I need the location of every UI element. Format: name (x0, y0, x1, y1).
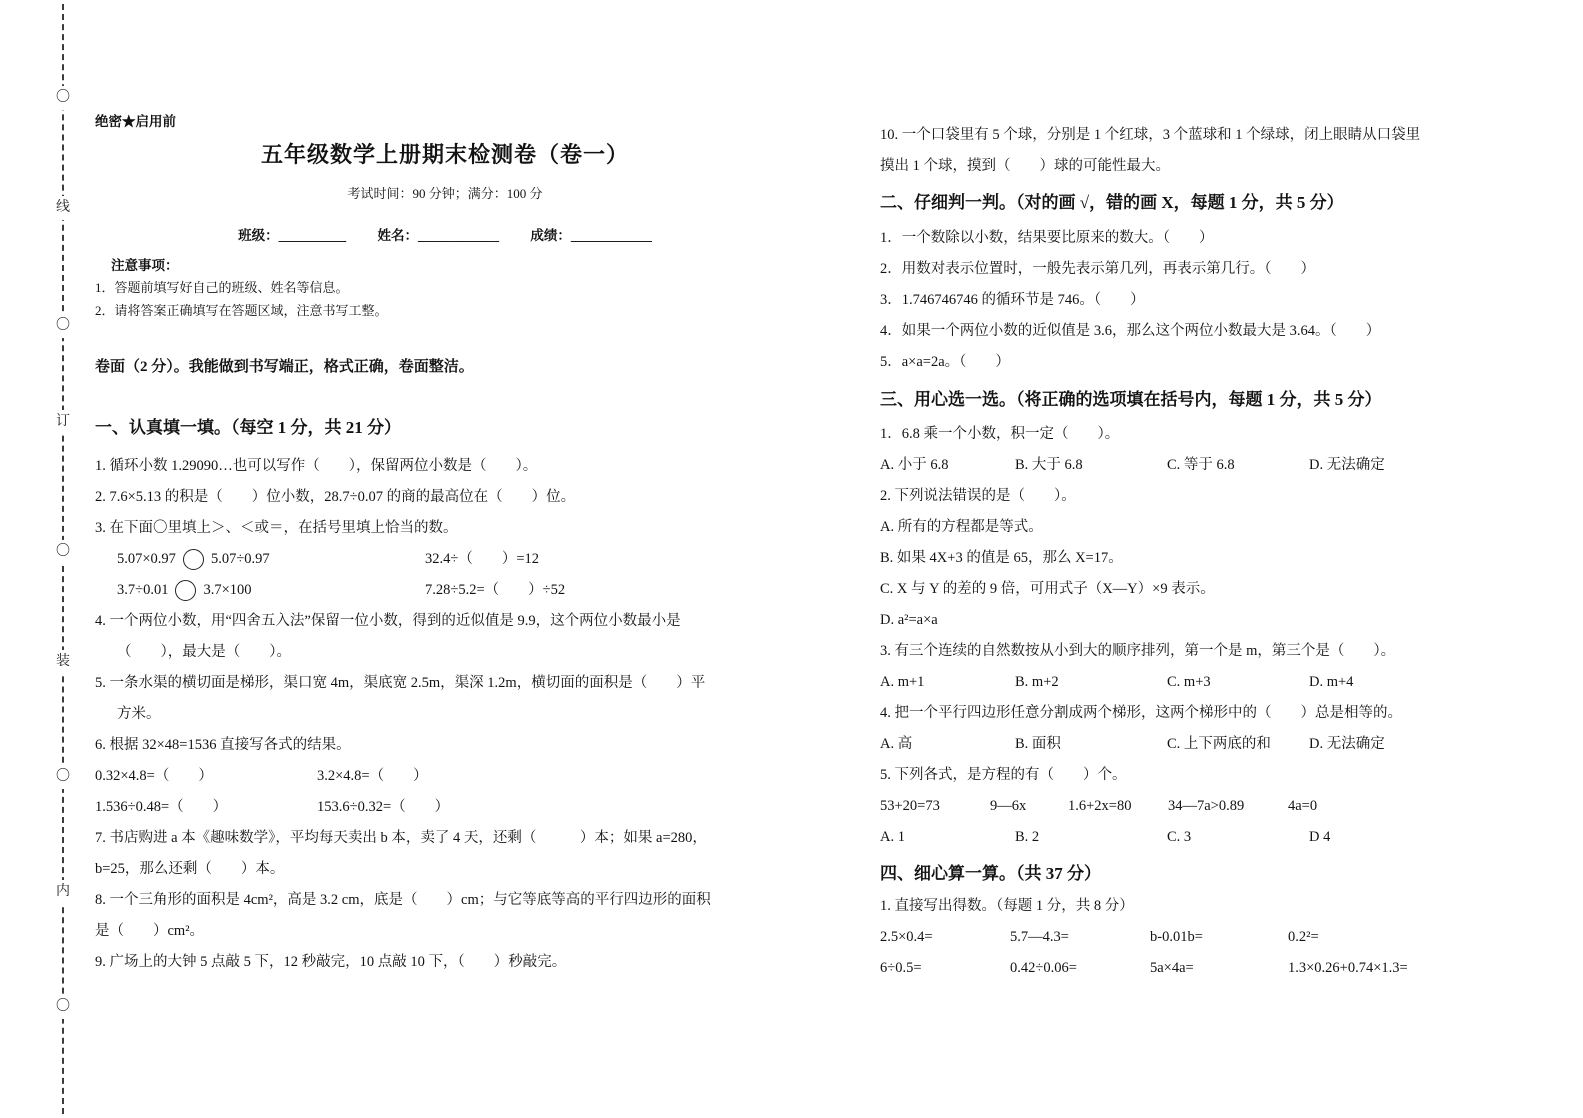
calc-expression: 0.42÷0.06= (1010, 960, 1077, 976)
exam-secrecy-label: 绝密★启用前 (95, 114, 176, 129)
choice-question-3: 3. 有三个连续的自然数按从小到大的顺序排列，第一个是 m，第三个是（ ）。 (880, 643, 1396, 659)
fill-item-3: 3. 在下面〇里填上＞、＜或＝，在括号里填上恰当的数。 (95, 520, 458, 536)
option-c: C. X 与 Y 的差的 9 倍，可用式子（X—Y）×9 表示。 (880, 581, 1215, 597)
notice-title: 注意事项： (111, 258, 179, 273)
binding-char-xian: 线 (52, 196, 74, 220)
equation: 1.6+2x=80 (1068, 798, 1132, 814)
compare-circle-icon (175, 580, 196, 601)
fill-item-4-line-1: 4. 一个两位小数，用“四舍五入法”保留一位小数，得到的近似值是 9.9，这个两位小数最小是 (95, 613, 681, 629)
notice-item: 1．答题前填写好自己的班级、姓名等信息。 (95, 280, 349, 295)
option-a: A. 1 (880, 829, 905, 845)
binding-char-ding: 订 (52, 410, 74, 434)
fill-item-10-line-1: 10. 一个口袋里有 5 个球，分别是 1 个红球，3 个蓝球和 1 个绿球，闭上眼睛从口袋里 (880, 127, 1421, 143)
binding-circle-mark: 〇 (52, 995, 74, 1019)
option-b: B. 大于 6.8 (1015, 457, 1083, 473)
judge-item-3: 3．1.746746746 的循环节是 746。（ ） (880, 292, 1145, 308)
option-c: C. 等于 6.8 (1167, 457, 1235, 473)
fill-item-5-line-1: 5. 一条水渠的横切面是梯形，渠口宽 4m，渠底宽 2.5m，渠深 1.2m，横切面的面积是（ ）平 (95, 675, 706, 691)
fill-item-8-line-2: 是（ ）cm²。 (95, 923, 205, 939)
fill-item-1: 1. 循环小数 1.29090…也可以写作（ ），保留两位小数是（ ）。 (95, 458, 538, 474)
fill-item-7-line-1: 7. 书店购进 a 本《趣味数学》，平均每天卖出 b 本，卖了 4 天，还剩（ ）本；如果 a=280， (95, 830, 707, 846)
option-c: C. 3 (1167, 829, 1192, 845)
fill-section (95, 451, 795, 978)
compare-left-expression: 3.7÷0.01 (117, 582, 169, 598)
option-b: B. 面积 (1015, 736, 1061, 752)
section-2-title: 二、仔细判一判。（对的画 √，错的画 X，每题 1 分，共 5 分） (880, 193, 1344, 212)
choice-section (880, 419, 1512, 853)
fill-equation: 153.6÷0.32=（ ） (317, 799, 450, 815)
option-b: B. 如果 4X+3 的值是 65，那么 X=17。 (880, 550, 1123, 566)
fill-item-9: 9. 广场上的大钟 5 点敲 5 下，12 秒敲完，10 点敲 10 下，（ ）秒敲完。 (95, 954, 567, 970)
option-d: D. m+4 (1309, 674, 1354, 690)
option-a: A. 小于 6.8 (880, 457, 949, 473)
choice-question-4: 4. 把一个平行四边形任意分割成两个梯形，这两个梯形中的（ ）总是相等的。 (880, 705, 1402, 721)
calc-subtitle: 1. 直接写出得数。（每题 1 分，共 8 分） (880, 898, 1134, 914)
choice-options-row (880, 450, 1512, 481)
binding-char-zhuang: 装 (52, 650, 74, 674)
judge-item-4: 4．如果一个两位小数的近似值是 3.6，那么这个两位小数最大是 3.64。（ ） (880, 323, 1381, 339)
section-1-title: 一、认真填一填。（每空 1 分，共 21 分） (95, 418, 401, 437)
binding-char-nei: 内 (52, 880, 74, 904)
compare-left-expression: 5.07×0.97 (117, 551, 176, 567)
fill-item-6-row (95, 761, 795, 792)
paper-neatness-note: 卷面（2 分）。我能做到书写端正，格式正确，卷面整洁。 (95, 359, 474, 375)
name-blank: 姓名：____________ (377, 228, 499, 243)
calc-expression: 5.7—4.3= (1010, 929, 1069, 945)
equation: 4a=0 (1288, 798, 1318, 814)
fill-equation: 0.32×4.8=（ ） (95, 768, 213, 784)
judge-item-2: 2．用数对表示位置时，一般先表示第几列，再表示第几行。（ ） (880, 261, 1315, 277)
option-a: A. 所有的方程都是等式。 (880, 519, 1043, 535)
fill-item-8-line-1: 8. 一个三角形的面积是 4cm²，高是 3.2 cm，底是（ ）cm；与它等底等高的平行四边形的面积 (95, 892, 711, 908)
fill-item-2: 2. 7.6×5.13 的积是（ ）位小数，28.7÷0.07 的商的最高位在（ ）位。 (95, 489, 576, 505)
choice-question-2: 2. 下列说法错误的是（ ）。 (880, 488, 1076, 504)
section-3-title: 三、用心选一选。（将正确的选项填在括号内，每题 1 分，共 5 分） (880, 390, 1382, 409)
calc-expression: 6÷0.5= (880, 960, 922, 976)
equation: 34—7a>0.89 (1168, 798, 1245, 814)
calc-expression: 2.5×0.4= (880, 929, 933, 945)
choice-question-1: 1．6.8 乘一个小数，积一定（ ）。 (880, 426, 1120, 442)
option-d: D. 无法确定 (1309, 457, 1385, 473)
calc-expression: 1.3×0.26+0.74×1.3= (1288, 960, 1408, 976)
fill-equation: 1.536÷0.48=（ ） (95, 799, 228, 815)
judge-section (880, 223, 1512, 378)
fill-item-7-line-2: b=25，那么还剩（ ）本。 (95, 861, 285, 877)
choice-options-row (880, 822, 1512, 853)
calc-expression: 0.2²= (1288, 929, 1319, 945)
fill-equation: 7.28÷5.2=（ ）÷52 (425, 582, 566, 598)
option-a: A. 高 (880, 736, 913, 752)
judge-item-5: 5．a×a=2a。（ ） (880, 354, 1010, 370)
calc-row (880, 953, 1512, 984)
option-d: D 4 (1309, 829, 1331, 845)
option-a: A. m+1 (880, 674, 925, 690)
equation: 53+20=73 (880, 798, 940, 814)
option-d: D. a²=a×a (880, 612, 938, 628)
fill-item-6: 6. 根据 32×48=1536 直接写各式的结果。 (95, 737, 351, 753)
equation: 9—6x (990, 798, 1027, 814)
binding-circle-mark: 〇 (52, 86, 74, 110)
fill-equation: 32.4÷（ ）=12 (425, 551, 540, 567)
fill-item-10-line-2: 摸出 1 个球，摸到（ ）球的可能性最大。 (880, 158, 1170, 174)
compare-row (95, 544, 795, 575)
student-info-row (95, 226, 795, 246)
compare-circle-icon (183, 549, 204, 570)
fill-item-4-line-2: （ ），最大是（ ）。 (117, 644, 291, 660)
class-blank: 班级：__________ (238, 228, 347, 243)
binding-circle-mark: 〇 (52, 765, 74, 789)
fill-equation: 3.2×4.8=（ ） (317, 768, 428, 784)
compare-right-expression: 3.7×100 (203, 582, 252, 598)
left-column (95, 112, 795, 978)
fill-item-6-row (95, 792, 795, 823)
fill-item-5-line-2: 方米。 (117, 706, 161, 722)
binding-circle-mark: 〇 (52, 314, 74, 338)
choice-options-row (880, 667, 1512, 698)
calc-expression: 5a×4a= (1150, 960, 1194, 976)
exam-info: 考试时间：90 分钟；满分：100 分 (347, 186, 543, 201)
calc-expression: b-0.01b= (1150, 929, 1203, 945)
compare-row (95, 575, 795, 606)
judge-item-1: 1．一个数除以小数，结果要比原来的数大。（ ） (880, 230, 1214, 246)
section-4-title: 四、细心算一算。（共 37 分） (880, 864, 1101, 883)
option-b: B. m+2 (1015, 674, 1059, 690)
score-blank: 成绩：____________ (530, 228, 652, 243)
option-c: C. 上下两底的和 (1167, 736, 1271, 752)
option-c: C. m+3 (1167, 674, 1211, 690)
compare-right-expression: 5.07÷0.97 (210, 551, 270, 567)
page-title: 五年级数学上册期末检测卷（卷一） (260, 142, 629, 167)
binding-circle-mark: 〇 (52, 540, 74, 564)
calc-row (880, 922, 1512, 953)
option-d: D. 无法确定 (1309, 736, 1385, 752)
right-column (880, 120, 1512, 984)
choice-question-5: 5. 下列各式，是方程的有（ ）个。 (880, 767, 1127, 783)
option-b: B. 2 (1015, 829, 1040, 845)
choice-options-row (880, 729, 1512, 760)
binding-margin (52, 0, 74, 1118)
notice-item: 2．请将答案正确填写在答题区域，注意书写工整。 (95, 303, 388, 318)
equation-list-row (880, 791, 1512, 822)
